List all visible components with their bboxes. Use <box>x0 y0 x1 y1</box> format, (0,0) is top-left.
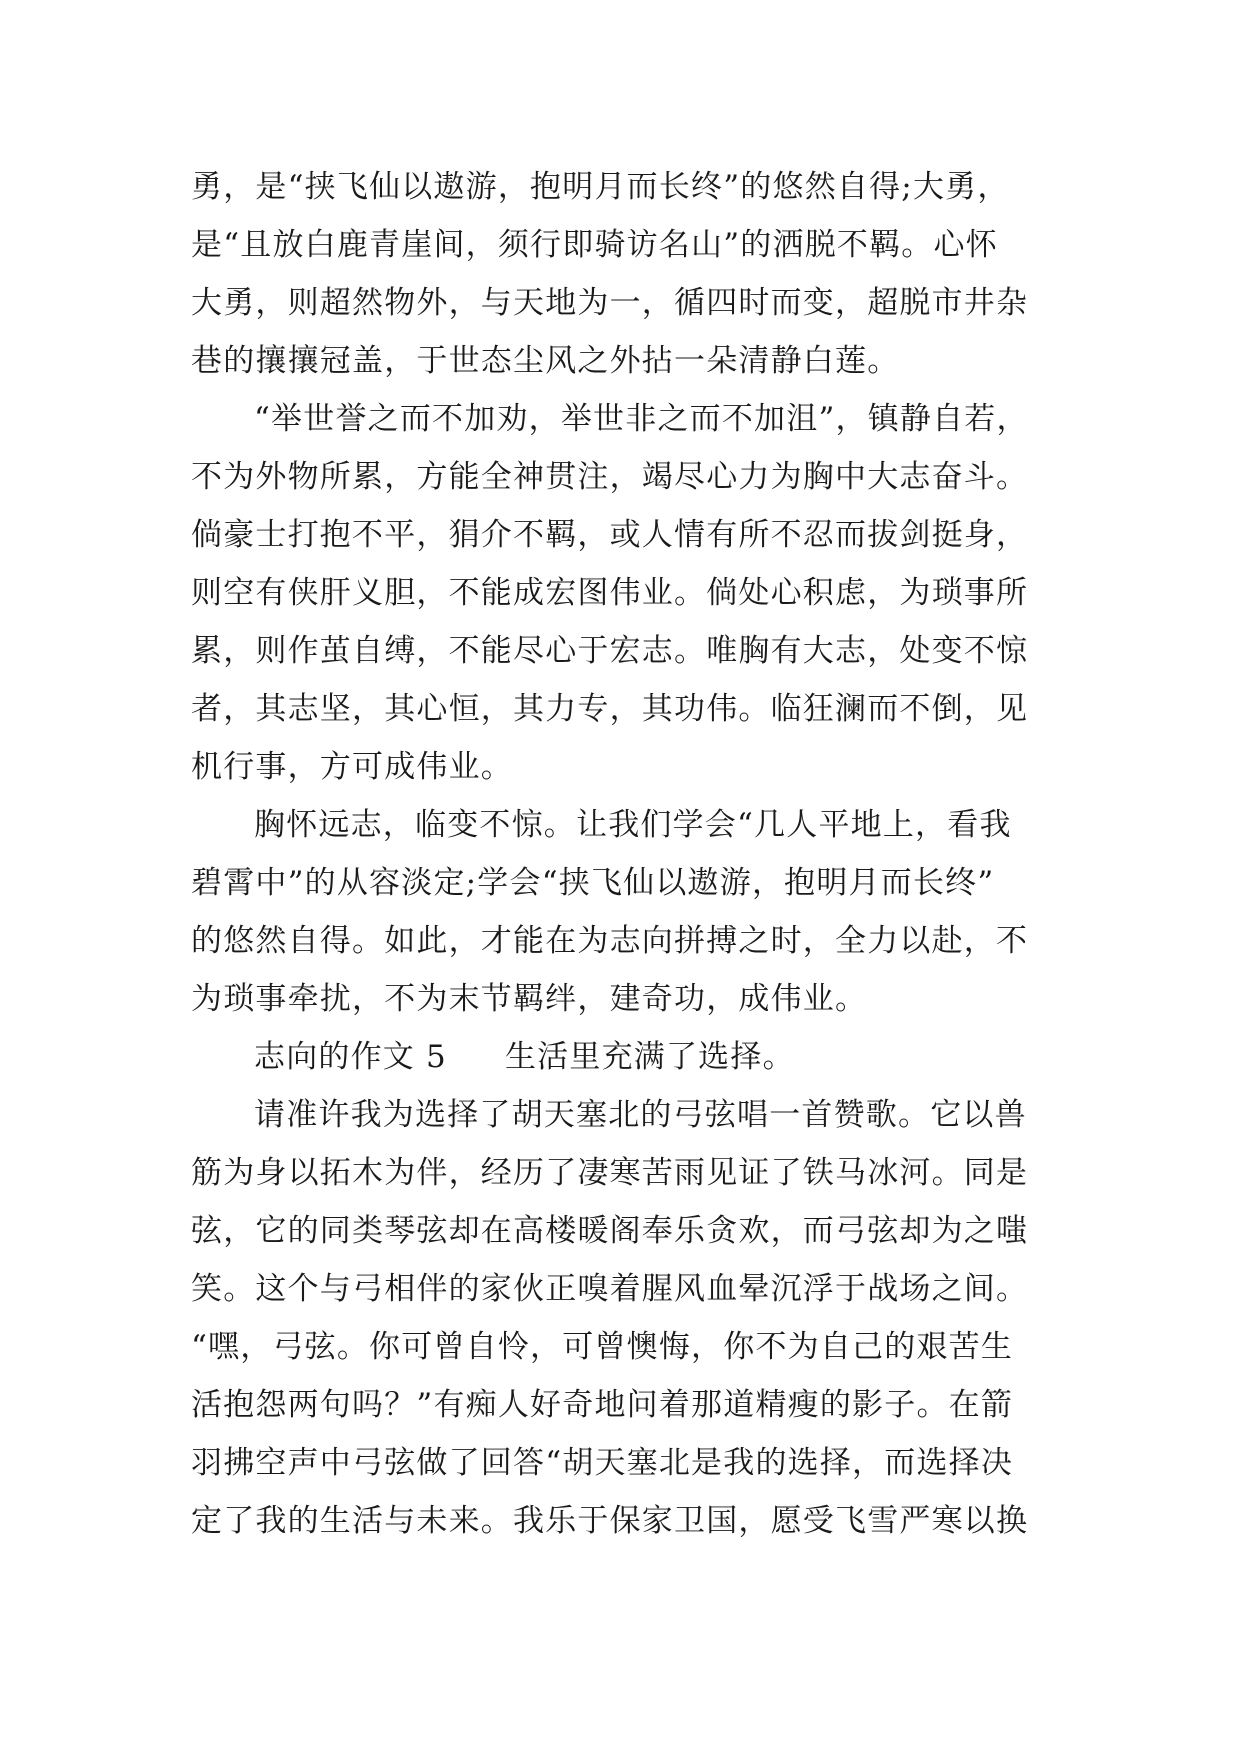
text-line: 碧霄中”的从容淡定;学会“挟飞仙以遨游，抱明月而长终” <box>191 865 995 901</box>
text-line: 筋为身以拓木为伴，经历了凄寒苦雨见证了铁马冰河。同是 <box>191 1155 1029 1191</box>
text-line: 者，其志坚，其心恒，其力专，其功伟。临狂澜而不倒，见 <box>191 691 1029 727</box>
text-line: 弦，它的同类琴弦却在高楼暖阁奉乐贪欢，而弓弦却为之嗤 <box>191 1213 1029 1249</box>
section-title: 志向的作文 5 <box>254 1039 447 1075</box>
text-line: 羽拂空声中弓弦做了回答“胡天塞北是我的选择，而选择决 <box>191 1445 1014 1481</box>
text-line: 活抱怨两句吗？”有痴人好奇地问着那道精瘦的影子。在箭 <box>191 1387 1014 1423</box>
text-line: 巷的攘攘冠盖，于世态尘风之外拈一朵清静白莲。 <box>191 343 900 379</box>
paragraph-first-line: “举世誉之而不加劝，举世非之而不加沮”，镇静自若， <box>254 401 1029 437</box>
text-line: 则空有侠肝义胆，不能成宏图伟业。倘处心积虑，为琐事所 <box>191 575 1029 611</box>
text-line: 定了我的生活与未来。我乐于保家卫国，愿受飞雪严寒以换 <box>191 1503 1029 1539</box>
text-line: 笑。这个与弓相伴的家伙正嗅着腥风血晕沉浮于战场之间。 <box>191 1271 1029 1307</box>
paragraph-first-line: 请准许我为选择了胡天塞北的弓弦唱一首赞歌。它以兽 <box>254 1097 1027 1133</box>
document-body <box>191 158 1051 1550</box>
text-line: 累，则作茧自缚，不能尽心于宏志。唯胸有大志，处变不惊 <box>191 633 1029 669</box>
text-line: 为琐事牵扰，不为末节羁绊，建奇功，成伟业。 <box>191 981 868 1017</box>
text-line: 不为外物所累，方能全神贯注，竭尽心力为胸中大志奋斗。 <box>191 459 1029 495</box>
section-subtitle: 生活里充满了选择。 <box>504 1039 795 1075</box>
text-line: 大勇，则超然物外，与天地为一，循四时而变，超脱市井杂 <box>191 285 1029 321</box>
paragraph-first-line: 胸怀远志，临变不惊。让我们学会“几人平地上，看我 <box>254 807 1012 843</box>
text-line: 是“且放白鹿青崖间，须行即骑访名山”的洒脱不羁。心怀 <box>191 227 998 263</box>
section-heading <box>191 1028 1051 1086</box>
text-line: 倘豪士打抱不平，狷介不羁，或人情有所不忍而拔剑挺身， <box>191 517 1029 553</box>
text-line: “嘿，弓弦。你可曾自怜，可曾懊悔，你不为自己的艰苦生 <box>191 1329 1014 1365</box>
text-line: 勇，是“挟飞仙以遨游，抱明月而长终”的悠然自得;大勇， <box>191 169 1010 205</box>
text-line: 机行事，方可成伟业。 <box>191 749 513 785</box>
text-line: 的悠然自得。如此，才能在为志向拼搏之时，全力以赴，不 <box>191 923 1029 959</box>
